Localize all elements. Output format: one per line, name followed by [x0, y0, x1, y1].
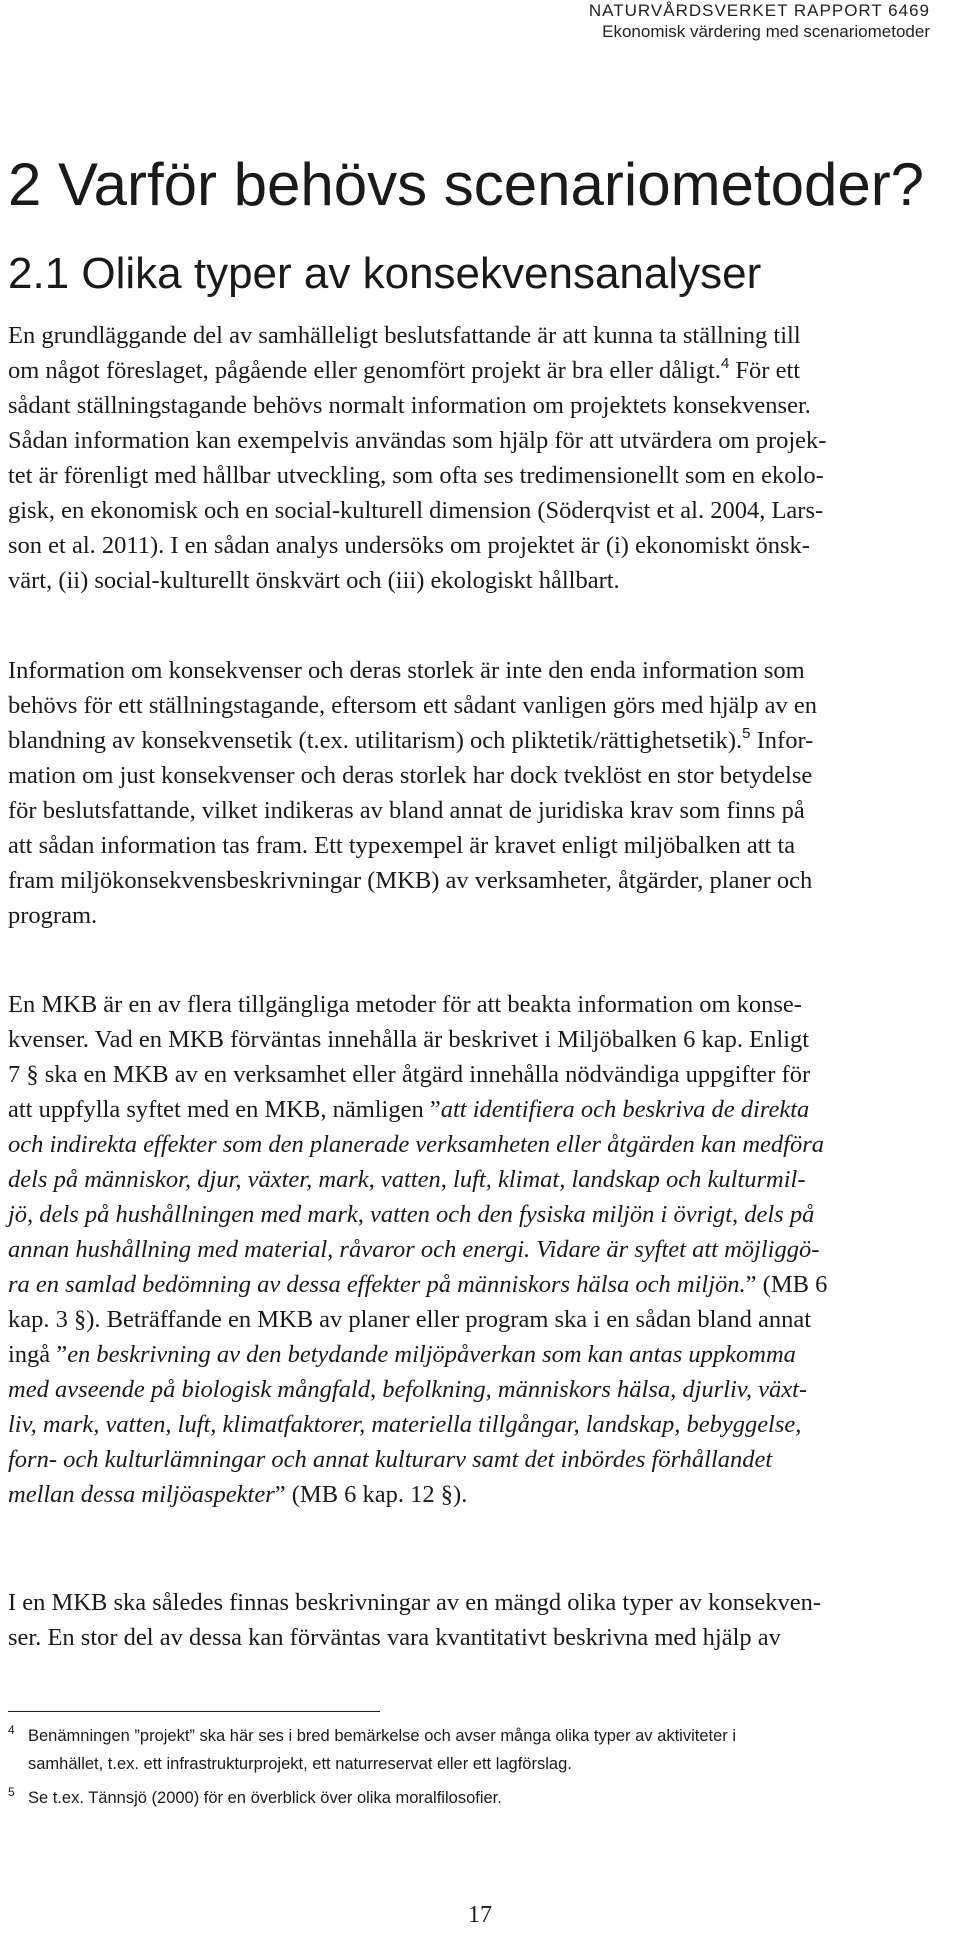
- quote-line: jö, dels på hushållningen med mark, vatten och den fysiska miljön i övrigt, dels på: [8, 1201, 815, 1228]
- paragraph-1-line: En grundläggande del av samhälleligt beslutsfattande är att kunna ta ställning till: [8, 322, 801, 349]
- page-number: 17: [468, 1902, 492, 1928]
- footnote-line: samhället, t.ex. ett infrastrukturprojekt, ett naturreservat eller ett lagförslag.: [28, 1755, 572, 1773]
- footnote-line: Benämningen ”projekt” ska här ses i bred bemärkelse och avser många olika typer av aktiviteter i: [28, 1727, 737, 1745]
- paragraph-3-line: kap. 3 §). Beträffande en MKB av planer eller program ska i en sådan bland annat: [8, 1306, 811, 1333]
- chapter-title: 2 Varför behövs scenariometoder?: [8, 151, 925, 218]
- quote-line: forn- och kulturlämningar och annat kulturarv samt det inbördes förhållandet: [8, 1446, 773, 1473]
- paragraph-1: [8, 318, 948, 598]
- quote-text: att identifiera och beskriva de direkta: [440, 1096, 810, 1123]
- paragraph-3: [8, 987, 948, 1512]
- quote-line: med avseende på biologisk mångfald, befolkning, människors hälsa, djurliv, växt-: [8, 1376, 808, 1403]
- running-header: [589, 0, 930, 42]
- footnote-divider: [8, 1711, 380, 1712]
- footnote-line: Se t.ex. Tännsjö (2000) för en överblick över olika moralfilosofier.: [28, 1789, 502, 1807]
- footnote-4: [8, 1722, 938, 1778]
- paragraph-1-line: gisk, en ekonomisk och en social-kulturell dimension (Söderqvist et al. 2004, Lars-: [8, 497, 824, 524]
- paragraph-3-line: [8, 1092, 948, 1127]
- paragraph-1-line-text: om något föreslaget, pågående eller genomfört projekt är bra eller dåligt.: [8, 357, 721, 384]
- paragraph-2-line: program.: [8, 902, 98, 929]
- section-title: 2.1 Olika typer av konsekvensanalyser: [8, 249, 762, 298]
- paragraph-2-line: behövs för ett ställningstagande, eftersom ett sådant vanligen görs med hjälp av en: [8, 692, 817, 719]
- paragraph-3-text: att uppfylla syftet med en MKB, nämligen ”: [8, 1096, 441, 1123]
- quote-line: liv, mark, vatten, luft, klimatfaktorer, materiella tillgångar, landskap, bebyggelse,: [8, 1411, 802, 1438]
- paragraph-2-line: för beslutsfattande, vilket indikeras av bland annat de juridiska krav som finns på: [8, 797, 805, 824]
- quote-text: en beskrivning av den betydande miljöpåverkan som kan antas uppkomma: [67, 1341, 796, 1368]
- paragraph-2-line: att sådan information tas fram. Ett typexempel är kravet enligt miljöbalken att ta: [8, 832, 796, 859]
- paragraph-3-line: [8, 1337, 948, 1372]
- paragraph-1-line: Sådan information kan exempelvis användas som hjälp för att utvärdera om projek-: [8, 427, 827, 454]
- paragraph-2-line: mation om just konsekvenser och deras storlek har dock tveklöst en stor betydelse: [8, 762, 813, 789]
- footnote-5: [8, 1784, 938, 1812]
- paragraph-1-line: [8, 353, 948, 388]
- footnote-mark: 4: [8, 1723, 15, 1737]
- paragraph-1-line: sådant ställningstagande behövs normalt information om projektets konsekvenser.: [8, 392, 811, 419]
- paragraph-2-line: Information om konsekvenser och deras storlek är inte den enda information som: [8, 657, 805, 684]
- paragraph-4-line: I en MKB ska således finnas beskrivningar av en mängd olika typer av konsekven-: [8, 1589, 822, 1616]
- paragraph-2-line: [8, 723, 948, 758]
- paragraph-1-line: tet är förenligt med hållbar utveckling, som ofta ses tredimensionellt som en ekolo-: [8, 462, 824, 489]
- footnote-ref-5[interactable]: 5: [742, 725, 751, 742]
- quote-line: dels på människor, djur, växter, mark, vatten, luft, klimat, landskap och kulturmil-: [8, 1166, 806, 1193]
- footnote-ref-4[interactable]: 4: [720, 355, 730, 372]
- paragraph-3-text: ” (MB 6: [745, 1271, 828, 1298]
- paragraph-2-line-text: blandning av konsekvensetik (t.ex. utilitarism) och pliktetik/rättighetsetik).: [8, 727, 743, 754]
- footnotes: [8, 1722, 938, 1818]
- paragraph-3-line: En MKB är en av flera tillgängliga metoder för att beakta information om konse-: [8, 991, 802, 1018]
- paragraph-1-line: värt, (ii) social-kulturellt önskvärt och (iii) ekologiskt hållbart.: [8, 567, 620, 594]
- paragraph-3-text: ” (MB 6 kap. 12 §).: [274, 1481, 468, 1508]
- quote-line: och indirekta effekter som den planerade verksamheten eller åtgärden kan medföra: [8, 1131, 824, 1158]
- report-subtitle: Ekonomisk värdering med scenariometoder: [602, 22, 930, 41]
- report-label: NATURVÅRDSVERKET RAPPORT 6469: [588, 1, 930, 20]
- paragraph-2-line-tail: Infor-: [756, 727, 814, 754]
- quote-text: ra en samlad bedömning av dessa effekter på människors hälsa och miljön.: [8, 1271, 746, 1298]
- paragraph-1-line: son et al. 2011). I en sådan analys undersöks om projektet är (i) ekonomiskt önsk-: [8, 532, 810, 559]
- paragraph-4: [8, 1585, 948, 1655]
- paragraph-1-line-tail: För ett: [735, 357, 801, 384]
- paragraph-3-line: [8, 1477, 948, 1512]
- footnote-mark: 5: [8, 1785, 15, 1799]
- paragraph-2: [8, 653, 948, 933]
- paragraph-3-line: [8, 1267, 948, 1302]
- quote-text: mellan dessa miljöaspekter: [8, 1481, 275, 1508]
- paragraph-3-line: kvenser. Vad en MKB förväntas innehålla är beskrivet i Miljöbalken 6 kap. Enligt: [8, 1026, 810, 1053]
- paragraph-2-line: fram miljökonsekvensbeskrivningar (MKB) av verksamheter, åtgärder, planer och: [8, 867, 813, 894]
- paragraph-3-text: ingå ”: [8, 1341, 68, 1368]
- paragraph-4-line: ser. En stor del av dessa kan förväntas vara kvantitativt beskrivna med hjälp av: [8, 1624, 781, 1651]
- paragraph-3-line: 7 § ska en MKB av en verksamhet eller åtgärd innehålla nödvändiga uppgifter för: [8, 1061, 811, 1088]
- quote-line: annan hushållning med material, råvaror och energi. Vidare är syftet att möjliggö-: [8, 1236, 820, 1263]
